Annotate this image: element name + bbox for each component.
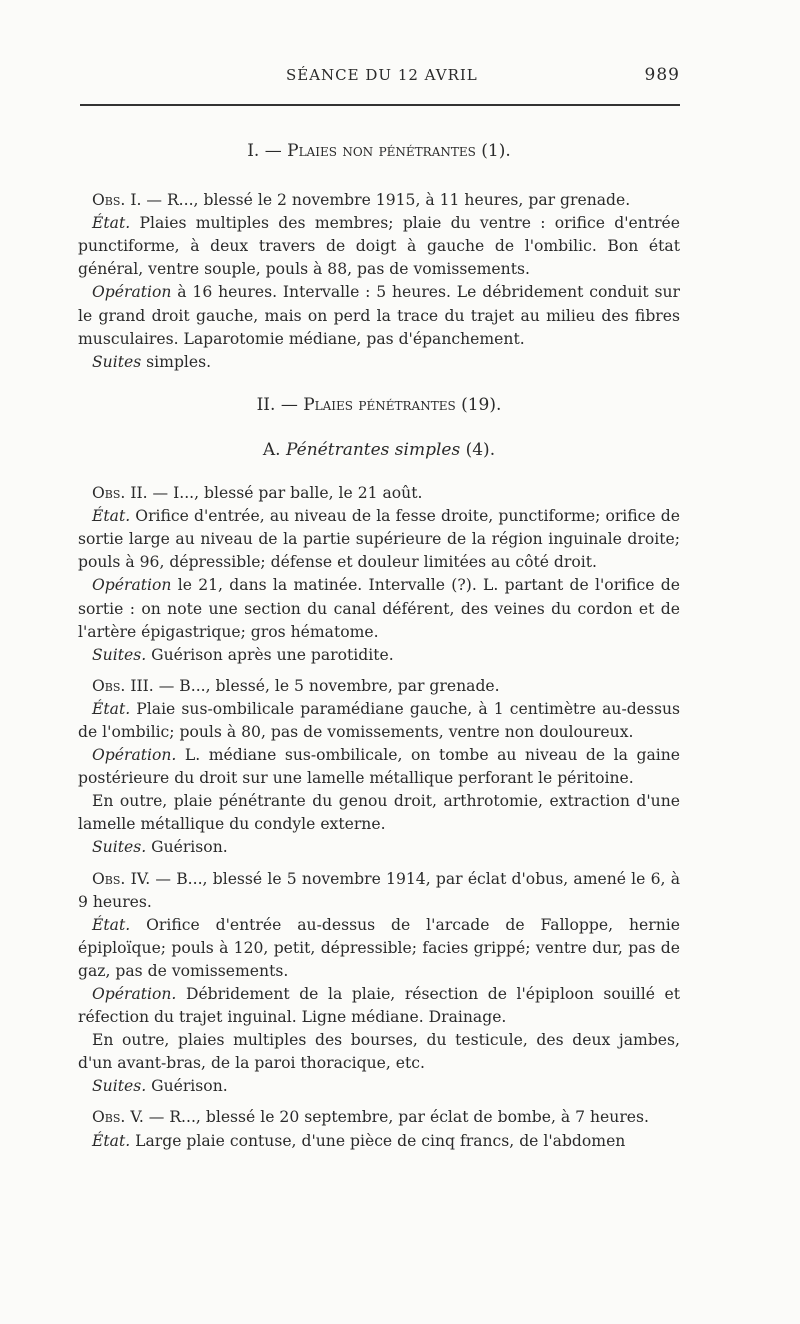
obs-2-head: Obs. II. <box>92 484 148 503</box>
subsection-title-a: A. Pénétrantes simples (4). <box>262 439 496 460</box>
obs-4-head: Obs. IV. <box>92 869 151 888</box>
obs-1-head: Obs. I. <box>92 191 142 210</box>
obs-3-head: Obs. III. <box>92 676 154 695</box>
obs-2-etat: État. Orifice d'entrée, au niveau de la fesse droite, punctiforme; orifice de sortie large au niveau de la partie supérieure de la région inguinale droite; pouls à 96, dépressible; défense et douleur limitées au côté droit. <box>78 507 680 572</box>
obs-4-extra: En outre, plaies multiples des bourses, du testicule, des deux jambes, d'un avant-bras, de la paroi thoracique, etc. <box>78 1031 680 1073</box>
obs-5-etat: État. Large plaie contuse, d'une pièce de cinq francs, de l'abdomen <box>92 1131 626 1150</box>
obs-2-suites: Suites. Guérison après une parotidite. <box>92 645 394 664</box>
obs-3-operation: Opération. L. médiane sus-ombilicale, on tombe au niveau de la gaine postérieure du droit sur une lamelle métallique perforant le péritoine. <box>78 746 680 788</box>
obs-5-lead: Obs. V. — R..., blessé le 20 septembre, par éclat de bombe, à 7 heures. <box>92 1108 649 1127</box>
obs-5-head: Obs. V. <box>92 1108 144 1127</box>
obs-2-operation: Opération le 21, dans la matinée. Intervalle (?). L. partant de l'orifice de sortie : on note une section du canal déférent, des veines du cordon et de l'artère épigastrique; gros hématome. <box>78 576 680 641</box>
obs-3-lead: Obs. III. — B..., blessé, le 5 novembre, par grenade. <box>92 676 500 695</box>
obs-3-etat: État. Plaie sus-ombilicale paramédiane gauche, à 1 centimètre au-dessus de l'ombilic; pouls à 80, pas de vomissements, ventre non douloureux. <box>78 699 680 741</box>
obs-1-lead: Obs. I. — R..., blessé le 2 novembre 1915, à 11 heures, par grenade. <box>92 191 631 210</box>
obs-1-etat: État. Plaies multiples des membres; plaie du ventre : orifice d'entrée punctiforme, à deux travers de doigt à gauche de l'ombilic. Bon état général, ventre souple, pouls à 88, pas de vomissements. <box>78 214 680 279</box>
obs-4-etat: État. Orifice d'entrée au-dessus de l'arcade de Falloppe, hernie épiploïque; pouls à 120, petit, dépressible; facies grippé; ventre dur, pas de gaz, pas de vomissements. <box>78 915 680 980</box>
obs-1-suites: Suites simples. <box>92 352 212 371</box>
page-body <box>78 140 680 1153</box>
section-title-2: II. — Plaies pénétrantes (19). <box>256 394 502 415</box>
running-title: SÉANCE DU 12 AVRIL <box>286 66 478 84</box>
obs-4-lead: Obs. IV. — B..., blessé le 5 novembre 1914, par éclat d'obus, amené le 6, à 9 heures. <box>78 869 680 911</box>
page-number: 989 <box>644 65 680 85</box>
running-head <box>80 66 680 86</box>
obs-2-lead: Obs. II. — I..., blessé par balle, le 21 août. <box>92 484 423 503</box>
obs-1-operation: Opération à 16 heures. Intervalle : 5 heures. Le débridement conduit sur le grand droit gauche, mais on perd la trace du trajet au milieu des fibres musculaires. Laparotomie médiane, pas d'épanchement. <box>78 283 680 348</box>
obs-4-operation: Opération. Débridement de la plaie, résection de l'épiploon souillé et réfection du trajet inguinal. Ligne médiane. Drainage. <box>78 985 680 1027</box>
obs-4-suites: Suites. Guérison. <box>92 1077 228 1096</box>
header-rule <box>80 104 680 106</box>
section-title-1: I. — Plaies non pénétrantes (1). <box>247 141 511 161</box>
obs-3-extra: En outre, plaie pénétrante du genou droit, arthrotomie, extraction d'une lamelle métallique du condyle externe. <box>78 792 680 834</box>
obs-3-suites: Suites. Guérison. <box>92 838 228 857</box>
